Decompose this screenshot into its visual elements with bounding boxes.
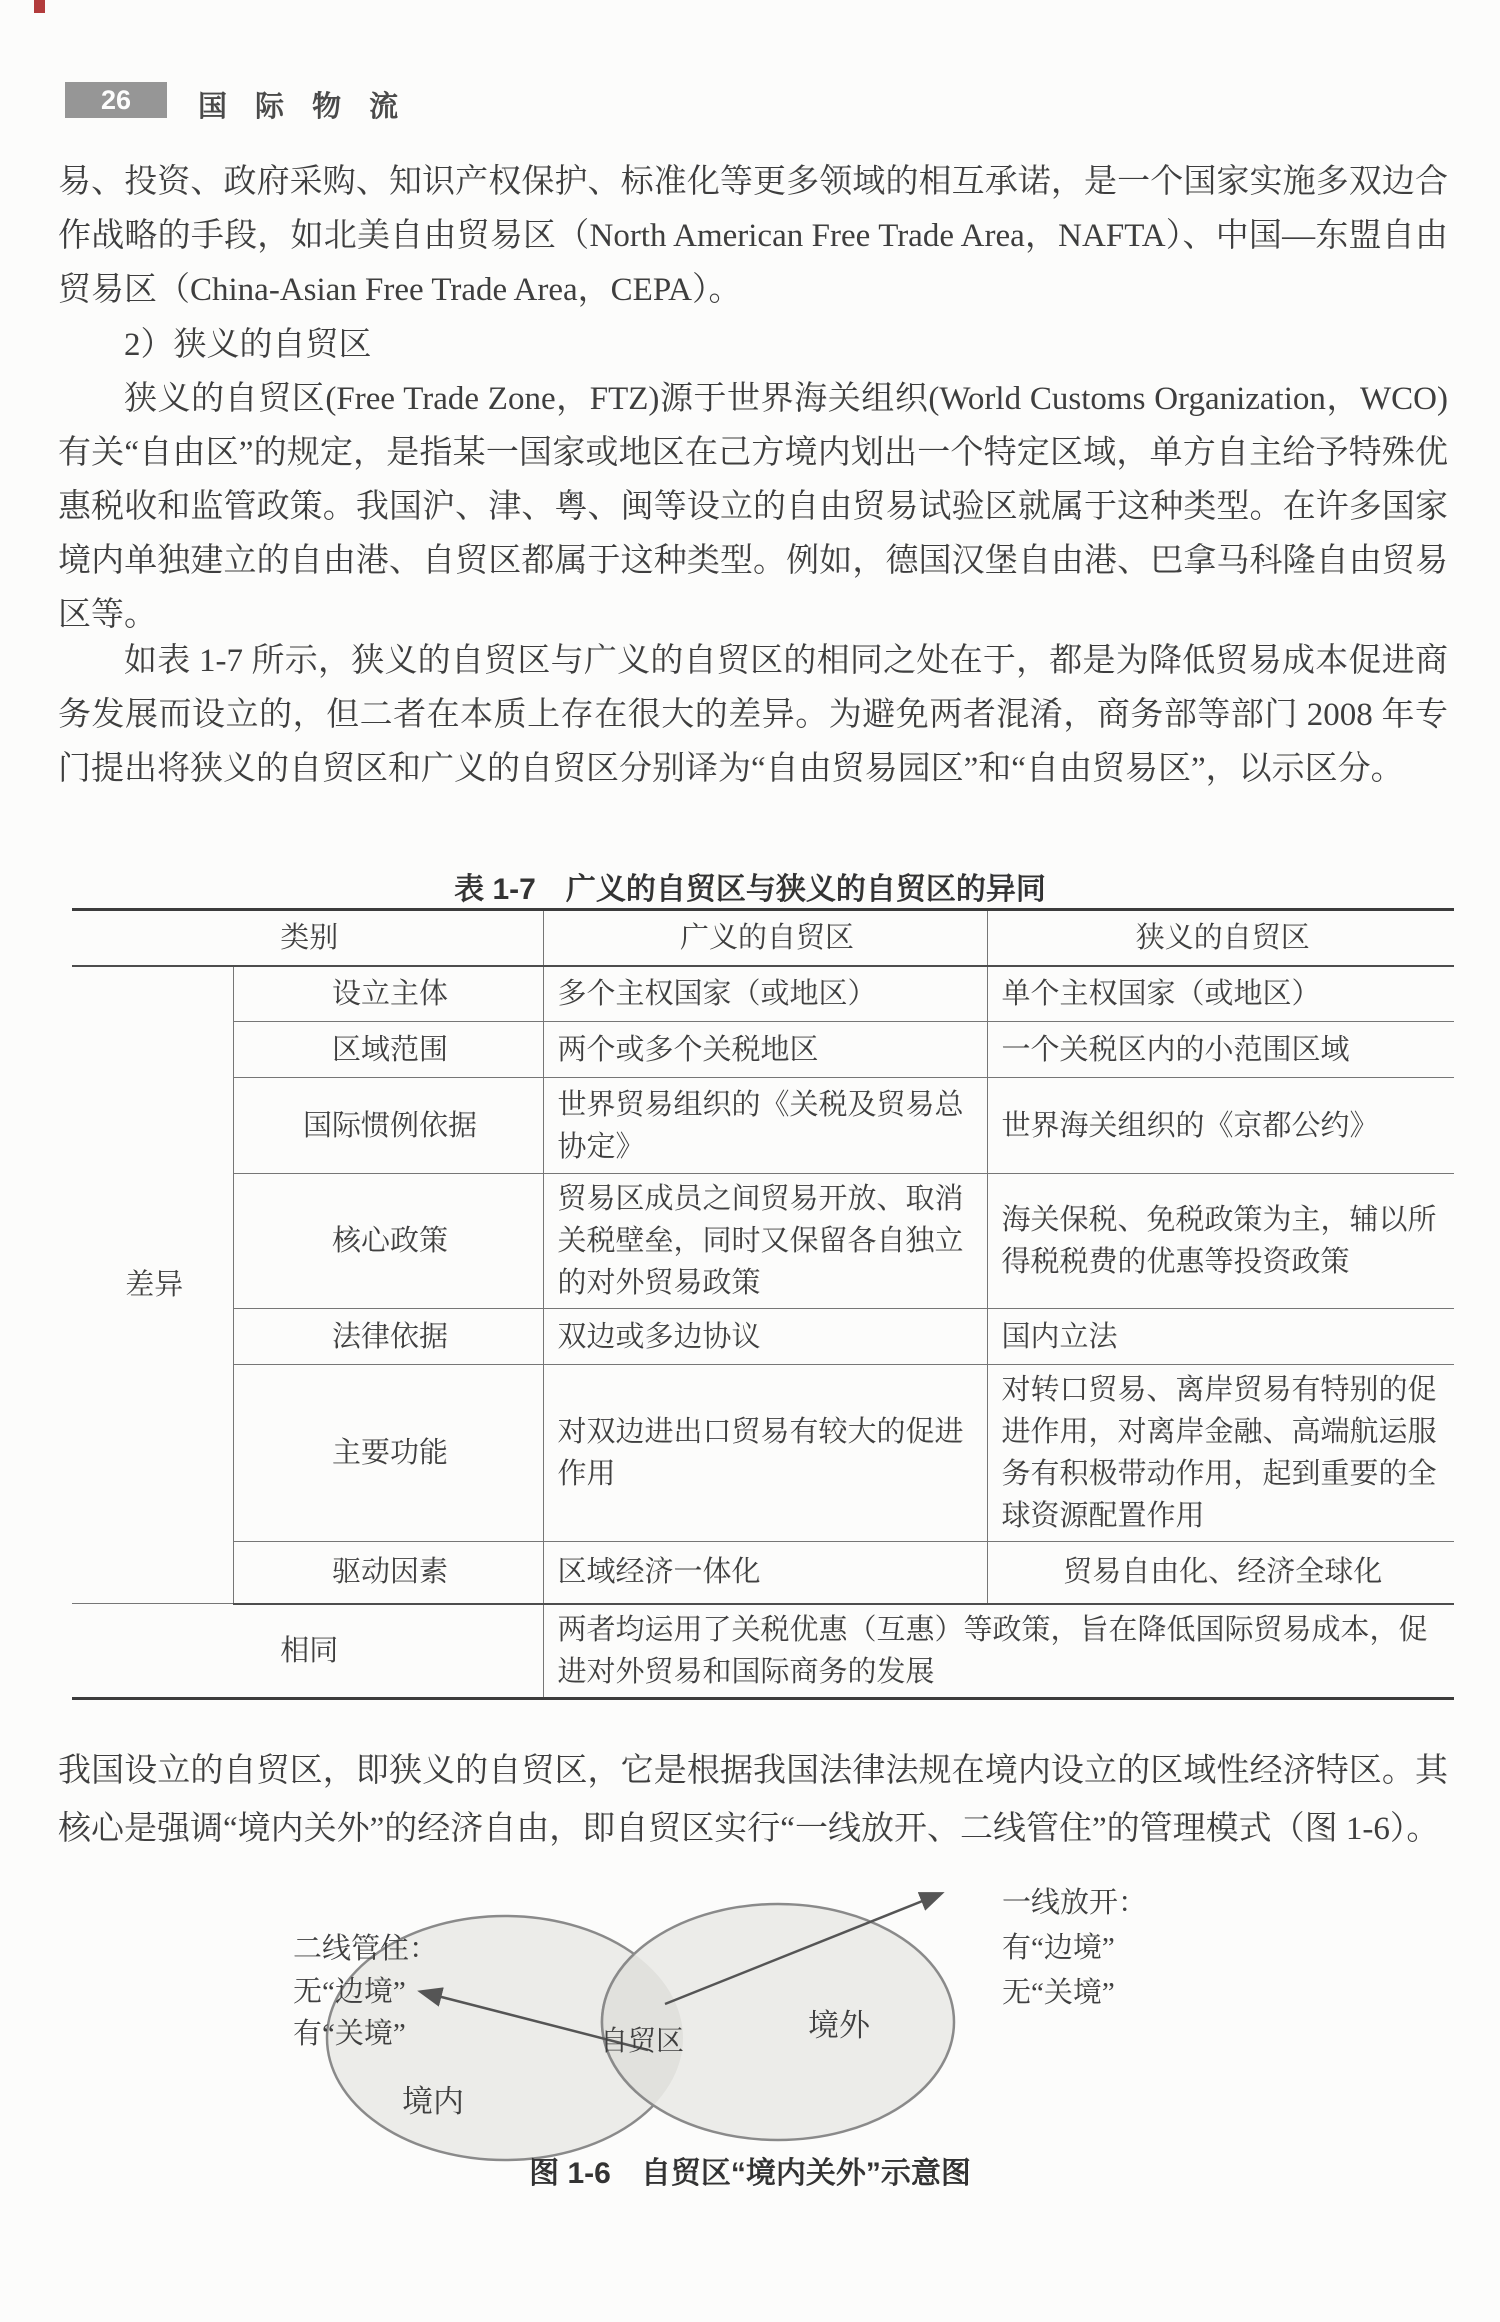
- table-caption: 表 1-7 广义的自贸区与狭义的自贸区的异同: [454, 873, 1046, 906]
- first-line-note-3: 无“关境”: [1002, 1977, 1115, 2009]
- group-differences: 差异: [72, 966, 233, 1604]
- cell-broad: 多个主权国家（或地区）: [543, 966, 987, 1022]
- cell-narrow: 国内立法: [987, 1309, 1454, 1365]
- second-line-note-3: 有“关境”: [293, 2018, 406, 2050]
- second-line-note-2: 无“边境”: [293, 1976, 406, 2008]
- paragraph-trade-areas: 易、投资、政府采购、知识产权保护、标准化等更多领域的相互承诺，是一个国家实施多双边合作战略的手段，如北美自由贸易区（North American Free Trade Area，NAFTA）、中国—东盟自由贸易区（China-Asian Free Trade Area，CEPA）。: [58, 164, 1448, 308]
- table-row: [72, 1542, 1454, 1604]
- comparison-table: [72, 908, 1454, 1700]
- table-row: [72, 1022, 1454, 1078]
- cell-narrow: 一个关税区内的小范围区域: [987, 1022, 1454, 1078]
- paragraph-table-intro: 如表 1-7 所示，狭义的自贸区与广义的自贸区的相同之处在于，都是为降低贸易成本促进商务发展而设立的，但二者在本质上存在很大的差异。为避免两者混淆，商务部等部门 2008 年专门提出将狭义的自贸区和广义的自贸区分别译为“自由贸易园区”和“自由贸易区”，以示区分。: [58, 643, 1448, 787]
- cell-narrow: 贸易自由化、经济全球化: [987, 1542, 1454, 1604]
- row-label: 核心政策: [233, 1174, 543, 1309]
- group-same: 相同: [72, 1604, 543, 1699]
- cell-narrow: 对转口贸易、离岸贸易有特别的促进作用，对离岸金融、高端航运服务有积极带动作用，起到重要的全球资源配置作用: [987, 1365, 1454, 1542]
- first-line-note-1: 一线放开：: [1002, 1887, 1148, 1919]
- table-row-same: [72, 1604, 1454, 1699]
- venn-diagram: [150, 1872, 1350, 2167]
- paragraph-china-ftz: 我国设立的自贸区，即狭义的自贸区，它是根据我国法律法规在境内设立的区域性经济特区。其核心是强调“境内关外”的经济自由，即自贸区实行“一线放开、二线管住”的管理模式（图 1-6）。: [58, 1753, 1448, 1847]
- heading-narrow-ftz: 2）狭义的自贸区: [124, 327, 372, 363]
- second-line-note-1: 二线管住：: [293, 1933, 439, 1965]
- label-ftz: 自贸区: [600, 2026, 685, 2057]
- first-line-note-2: 有“边境”: [1002, 1932, 1115, 1964]
- figure-caption: 图 1-6 自贸区“境内关外”示意图: [529, 2157, 971, 2190]
- book-title: 国 际 物 流: [198, 91, 409, 123]
- row-label: 设立主体: [233, 966, 543, 1022]
- cell-same-text: 两者均运用了关税优惠（互惠）等政策，旨在降低国际贸易成本，促进对外贸易和国际商务的发展: [557, 1613, 1428, 1688]
- table-row: [72, 1365, 1454, 1542]
- paragraph-narrow-ftz: 狭义的自贸区(Free Trade Zone，FTZ)源于世界海关组织(World Customs Organization，WCO)有关“自由区”的规定，是指某一国家或地区在己方境内划出一个特定区域，单方自主给予特殊优惠税收和监管政策。我国沪、津、粤、闽等设立的自由贸易试验区就属于这种类型。在许多国家境内单独建立的自由港、自贸区都属于这种类型。例如，德国汉堡自由港、巴拿马科隆自由贸易区等。: [58, 381, 1448, 633]
- table-row: [72, 1309, 1454, 1365]
- cell-broad: 两个或多个关税地区: [543, 1022, 987, 1078]
- row-label: 法律依据: [233, 1309, 543, 1365]
- label-overseas: 境外: [808, 2008, 870, 2043]
- cell-narrow: 世界海关组织的《京都公约》: [987, 1078, 1454, 1174]
- row-label: 驱动因素: [233, 1542, 543, 1604]
- header-broad: 广义的自贸区: [543, 910, 987, 966]
- row-label: 区域范围: [233, 1022, 543, 1078]
- cell-broad: 对双边进出口贸易有较大的促进作用: [543, 1365, 987, 1542]
- table-row: [72, 1078, 1454, 1174]
- header-narrow: 狭义的自贸区: [987, 910, 1454, 966]
- cell-broad: 双边或多边协议: [543, 1309, 987, 1365]
- header-category: 类别: [72, 910, 543, 966]
- cell-broad: 贸易区成员之间贸易开放、取消关税壁垒，同时又保留各自独立的对外贸易政策: [543, 1174, 987, 1309]
- label-domestic: 境内: [402, 2084, 464, 2119]
- cell-narrow: 海关保税、免税政策为主，辅以所得税税费的优惠等投资政策: [987, 1174, 1454, 1309]
- cell-narrow: 单个主权国家（或地区）: [987, 966, 1454, 1022]
- row-label: 主要功能: [233, 1365, 543, 1542]
- table-row: [72, 966, 1454, 1022]
- cell-broad: 世界贸易组织的《关税及贸易总协定》: [543, 1078, 987, 1174]
- table-row: [72, 1174, 1454, 1309]
- cell-broad: 区域经济一体化: [543, 1542, 987, 1604]
- page-number: 26: [65, 82, 167, 118]
- table-header-row: [72, 910, 1454, 966]
- scan-mark: [34, 0, 45, 13]
- row-label: 国际惯例依据: [233, 1078, 543, 1174]
